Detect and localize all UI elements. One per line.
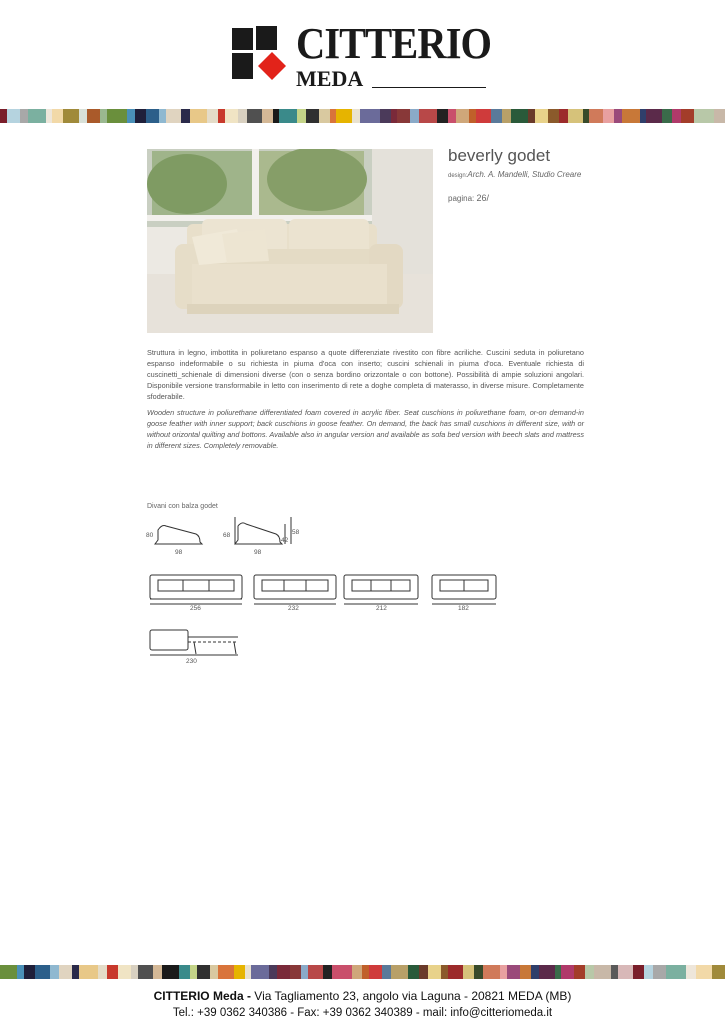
- dim-width-232: 232: [288, 605, 299, 612]
- designer-line: [448, 170, 581, 179]
- stripe-segment: [107, 965, 118, 979]
- dimension-diagrams: [140, 512, 540, 672]
- footer: [0, 988, 725, 1022]
- designer-name: Arch. A. Mandelli, Studio Creare: [467, 170, 582, 179]
- stripe-segment: [207, 109, 218, 123]
- stripe-segment: [463, 965, 474, 979]
- stripe-segment: [633, 965, 644, 979]
- stripe-segment: [507, 965, 520, 979]
- stripe-segment: [7, 109, 20, 123]
- stripe-segment: [419, 965, 428, 979]
- stripe-segment: [118, 965, 131, 979]
- stripe-segment: [308, 965, 323, 979]
- stripe-segment: [179, 965, 190, 979]
- stripe-segment: [382, 965, 391, 979]
- stripe-segment: [559, 109, 568, 123]
- stripe-segment: [520, 965, 531, 979]
- stripe-segment: [238, 109, 247, 123]
- footer-company: CITTERIO Meda -: [153, 989, 251, 1003]
- sofa-front-256: [150, 575, 242, 599]
- logo-brand: CITTERIO: [296, 19, 492, 68]
- dim-bed-length: 230: [186, 658, 197, 665]
- stripe-segment: [714, 109, 725, 123]
- stripe-segment: [162, 965, 179, 979]
- stripe-segment: [476, 109, 491, 123]
- stripe-segment: [662, 109, 673, 123]
- color-stripe-top: [0, 109, 725, 123]
- stripe-segment: [419, 109, 436, 123]
- sofa-front-212: [344, 575, 418, 599]
- stripe-segment: [448, 965, 463, 979]
- stripe-segment: [681, 109, 694, 123]
- logo-mark-icon: [232, 26, 294, 84]
- stripe-segment: [197, 965, 210, 979]
- stripe-segment: [594, 965, 611, 979]
- sofa-side-view-b: [235, 523, 282, 544]
- stripe-segment: [622, 109, 639, 123]
- dim-width-182: 182: [458, 605, 469, 612]
- stripe-segment: [391, 965, 408, 979]
- stripe-segment: [360, 109, 380, 123]
- sofa-photo-icon: [147, 149, 433, 333]
- stripe-segment: [511, 109, 528, 123]
- description-italian: Struttura in legno, imbottita in poliuretano espanso a quote differenziate rivestito con fibre acriliche. Cuscini seduta in poliuretano espanso indeformabile o su richiesta in piuma d'oca con inserto; cuscini schienali in piuma d'oca. Eventuale richiesta di cuscinetti_schienale di dimensioni diverse (con o senza bordino orizzontale o con bottone). Possibilità di ampie soluzioni angolari. Disponibile versione transformabile in letto con inserimento di rete a doghe completa di materasso, in diverse misure. Completamente sfoderabile.: [147, 348, 584, 401]
- stripe-segment: [502, 109, 511, 123]
- stripe-segment: [448, 109, 457, 123]
- logo-sub: MEDA: [296, 66, 364, 91]
- stripe-segment: [686, 965, 697, 979]
- stripe-segment: [59, 965, 72, 979]
- stripe-segment: [437, 109, 448, 123]
- product-photo: [147, 149, 433, 333]
- stripe-segment: [336, 109, 351, 123]
- stripe-segment: [290, 965, 301, 979]
- pagina-value: 26/: [476, 193, 489, 203]
- stripe-segment: [561, 965, 574, 979]
- stripe-segment: [410, 109, 419, 123]
- product-title: beverly godet: [448, 146, 551, 165]
- stripe-segment: [568, 109, 583, 123]
- stripe-segment: [277, 965, 290, 979]
- stripe-segment: [153, 965, 162, 979]
- stripe-segment: [138, 965, 153, 979]
- sofa-front-182: [432, 575, 496, 599]
- stripe-segment: [369, 965, 382, 979]
- stripe-segment: [666, 965, 686, 979]
- design-label: design:: [448, 173, 468, 179]
- stripe-segment: [614, 109, 623, 123]
- stripe-segment: [247, 109, 262, 123]
- stripe-segment: [380, 109, 391, 123]
- color-stripe-bottom: [0, 965, 725, 979]
- stripe-segment: [618, 965, 633, 979]
- stripe-segment: [79, 109, 88, 123]
- dim-width-212: 212: [376, 605, 387, 612]
- stripe-segment: [603, 109, 614, 123]
- sofa-front-232: [254, 575, 336, 599]
- stripe-segment: [107, 109, 127, 123]
- stripe-segment: [63, 109, 78, 123]
- stripe-segment: [456, 109, 469, 123]
- dim-back-height-b: 58: [292, 529, 300, 536]
- stripe-segment: [474, 965, 483, 979]
- stripe-segment: [166, 109, 181, 123]
- logo-underline: [372, 87, 486, 88]
- stripe-segment: [352, 965, 363, 979]
- stripe-segment: [319, 109, 330, 123]
- sofa-bed-view: [150, 630, 238, 655]
- stripe-segment: [24, 965, 35, 979]
- stripe-segment: [539, 965, 554, 979]
- stripe-segment: [269, 965, 278, 979]
- dim-width-256: 256: [190, 605, 201, 612]
- stripe-segment: [483, 965, 500, 979]
- stripe-segment: [306, 109, 319, 123]
- stripe-segment: [323, 965, 332, 979]
- footer-address: [0, 988, 725, 1004]
- stripe-segment: [135, 109, 146, 123]
- pagina-label: pagina:: [448, 194, 475, 203]
- stripe-segment: [548, 109, 559, 123]
- stripe-segment: [181, 109, 190, 123]
- stripe-segment: [52, 109, 63, 123]
- stripe-segment: [79, 965, 99, 979]
- stripe-segment: [644, 965, 653, 979]
- stripe-segment: [234, 965, 245, 979]
- stripe-segment: [146, 109, 159, 123]
- sofa-side-view-a: [155, 526, 202, 545]
- stripe-segment: [672, 109, 681, 123]
- stripe-segment: [218, 965, 233, 979]
- stripe-segment: [297, 109, 306, 123]
- stripe-segment: [531, 965, 540, 979]
- citterio-logo: [232, 19, 492, 92]
- stripe-segment: [210, 965, 219, 979]
- dim-height-a: 80: [146, 532, 154, 539]
- stripe-segment: [190, 109, 207, 123]
- stripe-segment: [98, 965, 107, 979]
- stripe-segment: [408, 965, 419, 979]
- dim-seat-height-b: 68: [223, 532, 231, 539]
- stripe-segment: [535, 109, 548, 123]
- footer-street: Via Tagliamento 23, angolo via Laguna - 20821 MEDA (MB): [250, 989, 572, 1003]
- stripe-segment: [574, 965, 585, 979]
- page-reference: [448, 193, 489, 203]
- stripe-segment: [127, 109, 136, 123]
- stripe-segment: [35, 965, 50, 979]
- dim-depth-a: 98: [175, 549, 183, 556]
- stripe-segment: [279, 109, 296, 123]
- stripe-segment: [585, 965, 594, 979]
- stripe-segment: [262, 109, 273, 123]
- stripe-segment: [251, 965, 268, 979]
- dim-seat-depth-b: 42: [281, 537, 289, 544]
- diagram-label: Divani con balza godet: [147, 503, 218, 510]
- stripe-segment: [0, 965, 17, 979]
- stripe-segment: [491, 109, 502, 123]
- stripe-segment: [28, 109, 45, 123]
- stripe-segment: [646, 109, 661, 123]
- stripe-segment: [225, 109, 238, 123]
- stripe-segment: [589, 109, 602, 123]
- footer-contacts: Tel.: +39 0362 340386 - Fax: +39 0362 340389 - mail: info@citteriomeda.it: [172, 1007, 553, 1019]
- stripe-segment: [50, 965, 59, 979]
- stripe-segment: [653, 965, 666, 979]
- stripe-segment: [428, 965, 441, 979]
- stripe-segment: [87, 109, 100, 123]
- stripe-segment: [696, 965, 711, 979]
- stripe-segment: [352, 109, 361, 123]
- stripe-segment: [694, 109, 714, 123]
- stripe-segment: [397, 109, 410, 123]
- stripe-segment: [20, 109, 29, 123]
- dim-depth-b: 98: [254, 549, 262, 556]
- description-english: Wooden structure in poliurethane differentiated foam covered in acrylic fiber. Seat cuschions in poliurethane foam, or-on demand-in goose feather with inner support; back cuschions in goose feather. On demand, the back has small cuschions in different size, with or without orizontal quilting and bottons. Available also in angular version and available as sofa bed version with beech slats and mattress in different sizes. Completely removable.: [147, 408, 584, 450]
- stripe-segment: [332, 965, 352, 979]
- stripe-segment: [712, 965, 725, 979]
